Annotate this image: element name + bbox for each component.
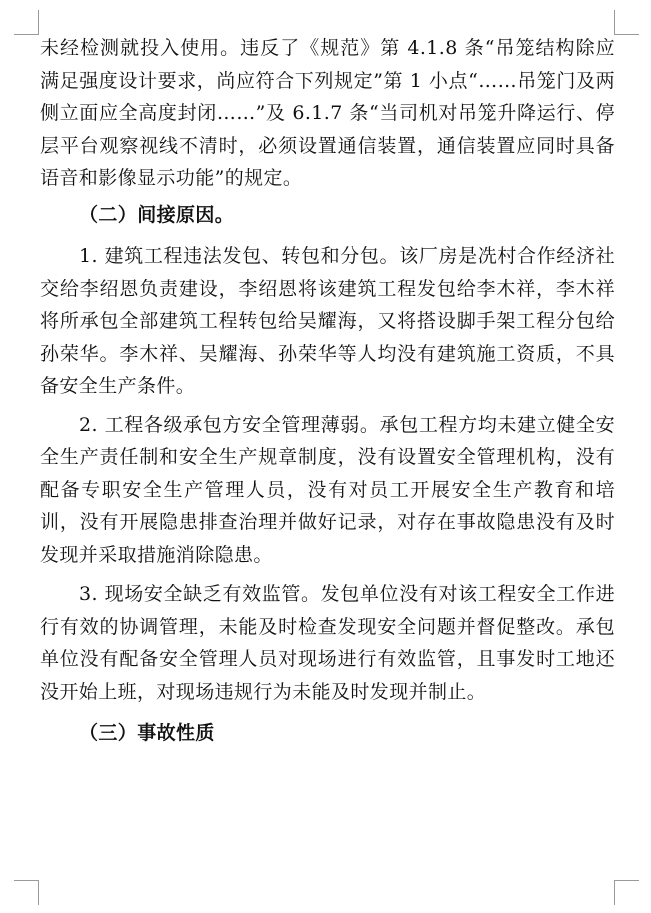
paragraph-illegal-subcontracting: 1. 建筑工程违法发包、转包和分包。该厂房是冼村合作经济社交给李绍恩负责建设，李绍恩将该建筑工程发包给李木祥，李木祥将所承包全部建筑工程转包给吴耀海，又将搭设脚手架工程分包给孙荣华。李木祥、吴耀海、孙荣华等人均没有建筑施工资质，不具备安全生产条件。 bbox=[40, 245, 615, 397]
crop-mark-top-right bbox=[614, 10, 639, 35]
paragraph-direct-cause-continuation: 未经检测就投入使用。违反了《规范》第 4.1.8 条“吊笼结构除应满足强度设计要求，尚应符合下列规定”第 1 小点“……吊笼门及两侧立面应全高度封闭……”及 6.1.7 条“当司机对吊笼升降运行、停层平台观察视线不清时，必须设置通信装置，通信装置应同时具备语音和影像显示功能”的规定。 bbox=[40, 37, 615, 189]
paragraph-lack-of-supervision: 3. 现场安全缺乏有效监管。发包单位没有对该工程安全工作进行有效的协调管理，未能及时检查发现安全问题并督促整改。承包单位没有配备安全管理人员对现场进行有效监管，且事发时工地还没开始上班，对现场违规行为未能及时发现并制止。 bbox=[40, 583, 615, 703]
paragraph-weak-safety-management: 2. 工程各级承包方安全管理薄弱。承包工程方均未建立健全安全生产责任制和安全生产规章制度，没有设置安全管理机构，没有配备专职安全生产管理人员，没有对员工开展安全生产教育和培训，没有开展隐患排查治理并做好记录，对存在事故隐患没有及时发现并采取措施消除隐患。 bbox=[40, 413, 615, 566]
crop-mark-bottom-left bbox=[14, 880, 39, 905]
crop-mark-top-left bbox=[14, 10, 39, 35]
heading-accident-nature: （三）事故性质 bbox=[79, 722, 215, 744]
crop-mark-bottom-right bbox=[614, 880, 639, 905]
document-body bbox=[40, 32, 615, 750]
heading-indirect-causes: （二）间接原因。 bbox=[79, 203, 235, 226]
